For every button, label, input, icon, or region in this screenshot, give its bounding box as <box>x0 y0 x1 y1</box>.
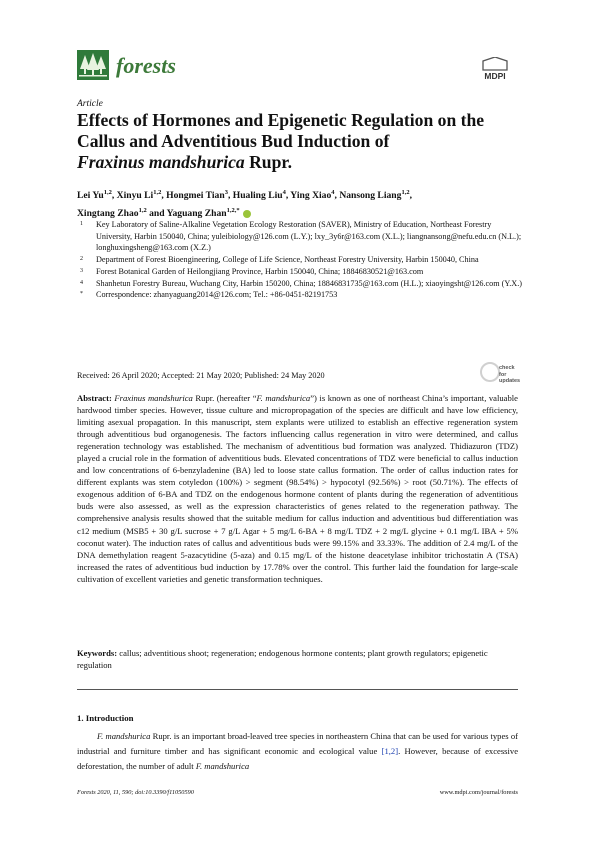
author-name[interactable]: Lei Yu <box>77 190 104 202</box>
citation-link[interactable]: [1,2] <box>381 746 399 756</box>
author-name[interactable]: Yaguang Zhan <box>166 208 227 220</box>
abstract-label: Abstract: <box>77 393 112 403</box>
section-divider <box>77 689 518 690</box>
author-list: Lei Yu$^{1,2}$, Xinyu Li$^{1,2}$, Hongmei Tian$^3$, Hualing Liu$^4$, Ying Xiao$^4$, Nansong Liang$^{1,2}$, Xingtang Zhao$^{1,2}$ and Yaguang Zhan$^{1,2,*}$ <box>77 189 412 220</box>
check-for-updates-button[interactable]: check for updates <box>480 361 522 387</box>
check-updates-icon <box>480 362 500 382</box>
footer-citation: Forests 2020, 11, 590; doi:10.3390/f11050590 <box>77 789 194 796</box>
publication-dates: Received: 26 April 2020; Accepted: 21 May 2020; Published: 24 May 2020 <box>77 371 325 380</box>
title-line-1: Effects of Hormones and Epigenetic Regulation on the <box>77 110 485 130</box>
affiliation: 1 Key Laboratory of Saline-Alkaline Vegetation Ecology Restoration (SAVER), Ministry of Education, Northeast Forestry University, Harbin 150040, China; yuleibiology@126.com (L.Y.); lxy_3y6r@163.com (X.L.); liangnansong@nefu.edu.cn (N.L.); longhuxingsheng@163.com (X.Z.) <box>80 220 522 253</box>
journal-name: forests <box>116 53 176 78</box>
author-name[interactable]: Xingtang Zhao <box>77 208 139 220</box>
orcid-icon[interactable] <box>243 210 251 218</box>
author-name[interactable]: Hualing Liu <box>232 190 283 202</box>
keywords-label: Keywords: <box>77 648 118 658</box>
abstract: Abstract: Fraxinus mandshurica Rupr. (hereafter “F. mandshurica”) is known as one of northeast China’s important, valuable hardwood timber species. However, tissue culture and micropropagation of the species are difficult and have low efficiency, limiting asexual propagation. In this manuscript, stem explants were utilized to establish an effective regeneration system through adventitious bud organogenesis. The factors influencing callus regeneration in vitro were determined, and callus regeneration technology was established. The mechanism of adventitious bud formation was analyzed. Thidiazuron (TDZ) played a crucial role in the formation of adventitious buds. Elevated concentrations of TDZ were beneficial to callus induction and low concentrations of 6-benzyladenine (BA) led to loose state callus formation. The order of callus induction rates for different explants was stem cotyledon (100%) > segment (98.54%) > hypocotyl (92.56%) > root (50.71%). The effects of exogenous addition of 6-BA and TDZ on the endogenous hormone content of plants during the regeneration of adventitious buds were also assessed, as well as the expression characteristics of genes related to the regeneration pathway. The comprehensive analysis results showed that the suitable medium for callus induction and adventitious bud differentiation was c12 medium (MSB5 + 30 g/L sucrose + 7 g/L Agar + 5 mg/L 6-BA + 8 mg/L TDZ + 2 mg/L glycine + 0.1 mg/L IBA + 5% coconut water). The induction rates of callus and adventitious buds were 99.15% and 33.33%. The addition of 2.4 mg/L of the DNA demethylation reagent 5-azacytidine (5-aza) and 0.15 mg/L of the histone deacetylase inhibitor trichostatin A (TSA) increased the rates of adventitious bud induction by 17.78% over the control. This further laid the foundation for large-scale cultivation of excellent varieties and genetic transformation techniques. <box>77 393 518 584</box>
mdpi-logo <box>473 57 517 79</box>
article-title <box>77 110 527 173</box>
author-name[interactable]: Hongmei Tian <box>166 190 225 202</box>
keywords: Keywords: callus; adventitious shoot; regeneration; endogenous hormone contents; plant growth regulators; epigenetic regulation <box>77 648 488 670</box>
title-line-3 <box>77 152 527 173</box>
affiliation: 3 Forest Botanical Garden of Heilongjiang Province, Harbin 150040, China; 18846830521@163.com <box>80 266 424 276</box>
author-name[interactable]: Ying Xiao <box>290 190 332 202</box>
publisher-name: MDPI <box>484 71 506 81</box>
introduction-text: F. mandshurica Rupr. is an important broad-leaved tree species in northeastern China that can be used for various types of industrial and furniture timber and has significant economic and ecological value [1,2]. However, because of excessive deforestation, the number of adult F. mandshurica <box>77 731 519 771</box>
forests-logo-icon <box>77 50 109 80</box>
title-line-2: Callus and Adventitious Bud Induction of <box>77 131 390 151</box>
affiliation: 4 Shanhetun Forestry Bureau, Wuchang City, Harbin 150200, China; 18846831735@163.com (H.L.); xiaoyingsht@126.com (Y.X.) <box>80 278 522 288</box>
author-name[interactable]: Xinyu Li <box>116 190 154 202</box>
corresponding-mark: * <box>236 207 240 215</box>
section-heading: 1. Introduction <box>77 713 134 723</box>
author-name[interactable]: Nansong Liang <box>339 190 402 202</box>
footer-journal-url[interactable]: www.mdpi.com/journal/forests <box>439 789 518 796</box>
title-line-3-rest: Rupr. <box>244 152 292 172</box>
article-type: Article <box>77 99 103 109</box>
correspondence: * Correspondence: zhanyaguang2014@126.com; Tel.: +86-0451-82191753 <box>80 290 338 300</box>
mdpi-shield-icon <box>473 57 517 71</box>
title-species: Fraxinus mandshurica <box>77 152 245 172</box>
affiliation: 2 Department of Forest Bioengineering, College of Life Science, Northeast Forestry University, Harbin 150040, China <box>80 255 479 265</box>
affiliations <box>77 219 522 301</box>
authors-and: and <box>149 208 165 220</box>
